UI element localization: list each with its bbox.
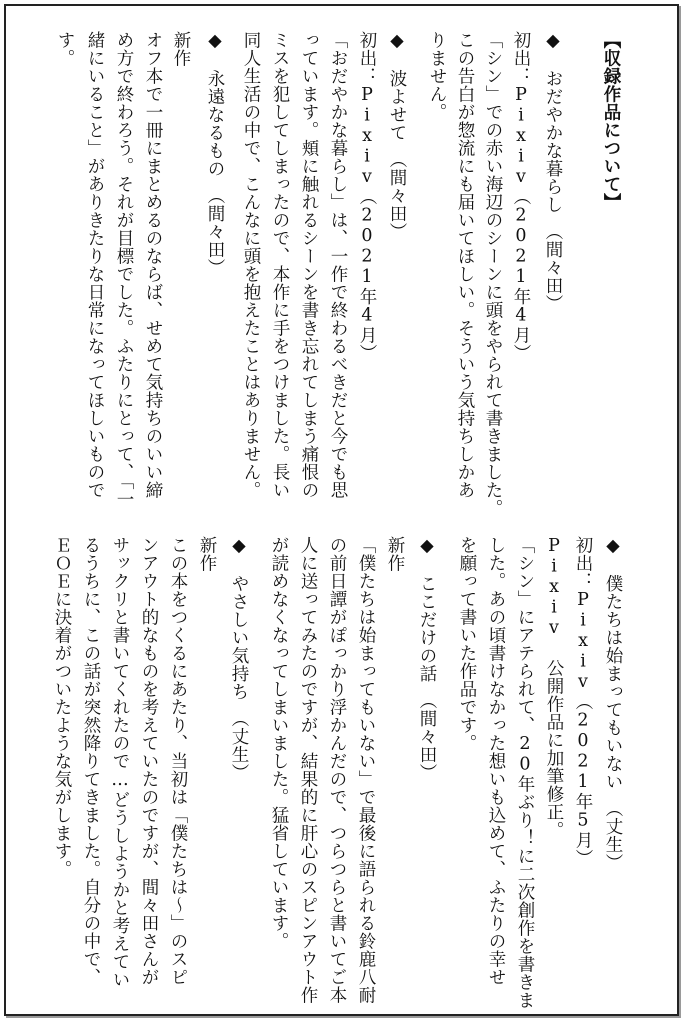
work-4-title: 僕たちは始まってもいない (603, 574, 623, 791)
work-2-author: （間々田） (387, 159, 407, 241)
work-3-title-line (200, 31, 230, 511)
diamond-bullet-icon: ◆ (229, 536, 249, 557)
work-6-line-6: ＥＯＥに決着がついたような気がします。 (52, 536, 72, 878)
work-1-line-4: りません。 (427, 31, 447, 121)
work-6-author: （丈生） (229, 718, 249, 782)
work-1-title-line (538, 31, 568, 511)
work-6-title-line (224, 536, 254, 1016)
work-6-title: やさしい気持ち (229, 574, 249, 701)
work-1-title: おだやかな暮らし (543, 69, 563, 214)
work-3-line-5: す。 (55, 31, 75, 67)
work-3-author: （間々田） (205, 195, 225, 277)
work-6-line-4: サックリと書いてくれたので…どうしようかと考えてい (110, 536, 130, 989)
work-2-title: 波よせて (387, 69, 407, 142)
work-4-line-1: 初出：Pixiv（2021年5月） (573, 536, 593, 867)
page-frame (4, 4, 679, 1016)
work-5-author: （間々田） (417, 700, 437, 782)
work-3-line-1: 新作 (171, 31, 191, 67)
diamond-bullet-icon: ◆ (417, 536, 437, 557)
work-2-line-1: 初出：Pixiv（2021年4月） (357, 31, 377, 362)
work-5-line-2: 「僕たちは始まってもいない」で最後に語られる鈴鹿八耐 (356, 536, 376, 1004)
work-3-line-3: め方で終わろう。それが目標でした。ふたりにとって、「一 (114, 31, 134, 509)
work-6-line-3: ンアウト的なものを考えていたのですが、間々田さんが (139, 536, 159, 986)
work-6-line-1: 新作 (197, 536, 217, 572)
work-4-line-5: を願って書いた作品です。 (457, 536, 477, 752)
work-2-title-line (382, 31, 412, 511)
work-6-line-2: この本をつくるにあたり、当初は「僕たちは〜」のスピ (168, 536, 188, 986)
work-4-title-line (598, 536, 628, 1016)
work-5-line-4: 人に送ってみたのですが、結果的に肝心のスピンアウト作 (298, 536, 318, 1004)
work-1-line-1: 初出：Pixiv（2021年4月） (511, 31, 531, 362)
work-2-line-3: っています。頬に触れるシーンを書き忘れてしまう痛恨の (299, 31, 319, 499)
work-5-title: ここだけの話 (417, 574, 437, 683)
diamond-bullet-icon: ◆ (205, 31, 225, 52)
work-5-line-5: が読めなくなってしまいました。猛省しています。 (269, 536, 289, 950)
work-5-title-line (412, 536, 442, 1016)
work-2-line-2: 「おだやかな暮らし」は、一作で終わるべきだと今でも思 (328, 31, 348, 499)
work-4-line-4: した。あの頃書けなかった想いも込めて、ふたりの幸せ (486, 536, 506, 986)
work-3-line-4: 緒にいること」がありきたりな日常になってほしいもので (85, 31, 105, 499)
work-4-author: （丈生） (603, 808, 623, 872)
work-2-line-5: 同人生活の中で、こんなに頭を抱えたことはありません。 (241, 31, 261, 499)
work-3-title: 永遠なるもの (205, 69, 225, 178)
work-1-line-2: 「シン」での赤い海辺のシーンに頭をやられて書きました。 (483, 31, 503, 517)
section-heading: 【収録作品について】 (601, 31, 621, 211)
work-2-line-4: ミスを犯してしまったので、本作に手をつけました。長い (270, 31, 290, 499)
work-1-line-3: この告白が惣流にも届いてほしい。そういう気持ちしかあ (455, 31, 475, 499)
work-4-line-2: Pixiv 公開作品に加筆修正。 (544, 536, 564, 839)
work-1-author: （間々田） (543, 231, 563, 313)
work-5-line-1: 新作 (385, 536, 405, 572)
work-5-line-3: の前日譚がぽっかり浮かんだので、つらつらと書いてご本 (327, 536, 347, 1004)
work-6-line-5: るうちに、この話が突然降りてきました。自分の中で、 (81, 536, 101, 986)
work-4-line-3: 「シン」にアテられて、20年ぶり！に二次創作を書きま (515, 536, 535, 1009)
diamond-bullet-icon: ◆ (543, 31, 563, 52)
work-3-line-2: オフ本で一冊にまとめるのならば、せめて気持ちのいい締 (143, 31, 163, 499)
diamond-bullet-icon: ◆ (387, 31, 407, 52)
diamond-bullet-icon: ◆ (603, 536, 623, 557)
